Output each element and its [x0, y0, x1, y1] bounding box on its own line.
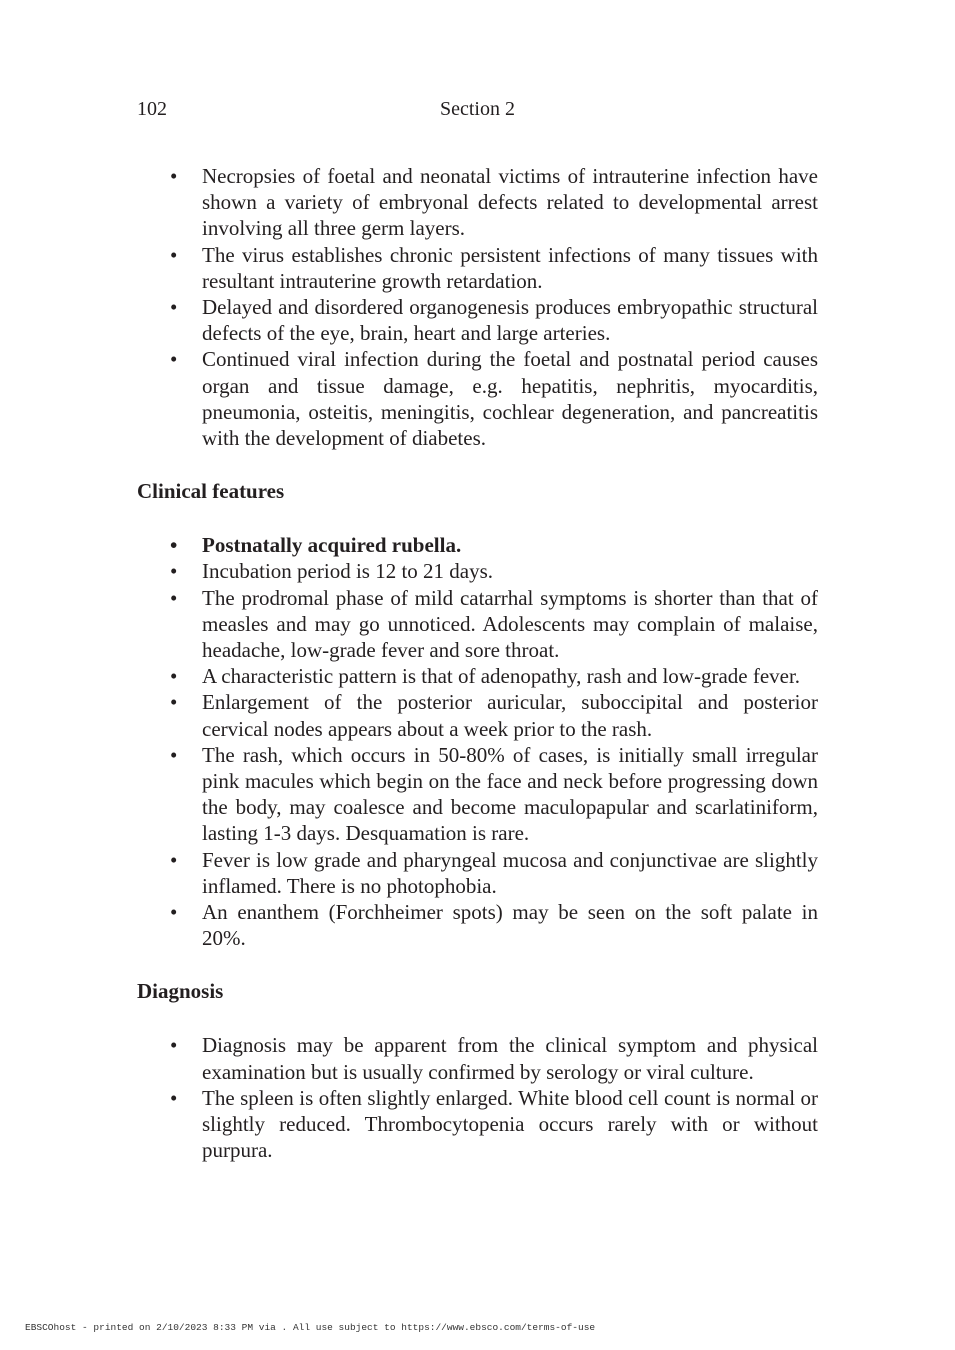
list-item: • An enanthem (Forchheimer spots) may be seen on the soft palate in 20%. [137, 899, 818, 951]
list-item: • Necropsies of foetal and neonatal victims of intrauterine infection have shown a variety of embryonal defects related to developmental arrest involving all three germ layers. [137, 163, 818, 242]
list-item: • The spleen is often slightly enlarged. White blood cell count is normal or slightly reduced. Thrombocytopenia occurs rarely with or without purpura. [137, 1085, 818, 1164]
page-content [137, 163, 818, 1164]
list-item: • Diagnosis may be apparent from the clinical symptom and physical examination but is usually confirmed by serology or viral culture. [137, 1032, 818, 1084]
pathology-list [137, 163, 818, 451]
print-footer: EBSCOhost - printed on 2/10/2023 8:33 PM via . All use subject to https://www.ebsco.com/terms-of-use [25, 1322, 596, 1333]
list-item: • Enlargement of the posterior auricular, suboccipital and posterior cervical nodes appears about a week prior to the rash. [137, 689, 818, 741]
clinical-features-heading: Clinical features [137, 479, 285, 504]
list-item: • Postnatally acquired rubella. [137, 532, 818, 558]
list-item: • The prodromal phase of mild catarrhal symptoms is shorter than that of measles and may go unnoticed. Adolescents may complain of malaise, headache, low-grade fever and sore throat. [137, 585, 818, 664]
list-item: • Incubation period is 12 to 21 days. [137, 558, 818, 584]
page-number: 102 [137, 98, 167, 120]
running-head: Section 2 [440, 98, 515, 120]
list-item: • A characteristic pattern is that of adenopathy, rash and low-grade fever. [137, 663, 818, 689]
list-item: • The rash, which occurs in 50-80% of cases, is initially small irregular pink macules which begin on the face and neck before progressing down the body, may coalesce and become maculopapular and scarlatiniform, lasting 1-3 days. Desquamation is rare. [137, 742, 818, 847]
list-item: • Fever is low grade and pharyngeal mucosa and conjunctivae are slightly inflamed. There is no photophobia. [137, 847, 818, 899]
list-item: • The virus establishes chronic persistent infections of many tissues with resultant intrauterine growth retardation. [137, 242, 818, 294]
clinical-features-list [137, 532, 818, 951]
diagnosis-heading: Diagnosis [137, 979, 224, 1004]
list-item: • Continued viral infection during the foetal and postnatal period causes organ and tissue damage, e.g. hepatitis, nephritis, myocarditis, pneumonia, osteitis, meningitis, cochlear degeneration, and pancreatitis with the development of diabetes. [137, 346, 818, 451]
list-item: • Delayed and disordered organogenesis produces embryopathic structural defects of the eye, brain, heart and large arteries. [137, 294, 818, 346]
diagnosis-list [137, 1032, 818, 1163]
